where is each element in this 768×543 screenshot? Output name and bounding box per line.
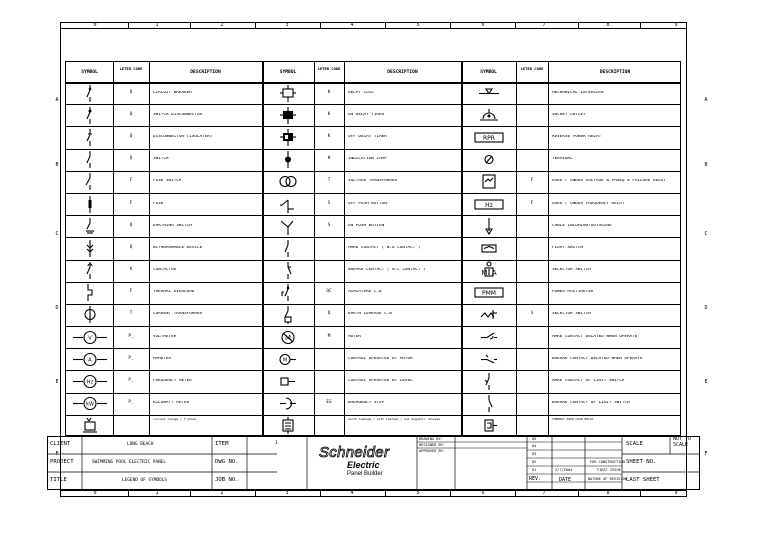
mechanical-interlock-icon bbox=[479, 84, 499, 107]
header-letter-code: LETER CODE bbox=[317, 66, 341, 71]
svg-text:kW: kW bbox=[85, 401, 94, 408]
ammeter-icon bbox=[73, 350, 107, 373]
legend-letter-code: T bbox=[327, 178, 331, 184]
scale-label: SCALE bbox=[626, 441, 643, 447]
legend-description: BREAKE CONTACT DELAYED WHEN OPERATE bbox=[552, 356, 643, 361]
legend-letter-code: S bbox=[327, 222, 331, 228]
logo-electric: Electric bbox=[347, 460, 380, 470]
legend-description: MAKE CONTACT ( N.O CONTACT ) bbox=[348, 245, 421, 250]
thermal-overload-icon bbox=[80, 283, 100, 306]
header-description: DESCRIPTION bbox=[599, 70, 631, 75]
legend-letter-code: T bbox=[129, 311, 133, 317]
zone-letter-r-E: E bbox=[704, 379, 708, 385]
legend-description: MOTOR bbox=[348, 334, 361, 339]
socket-outlet-icon bbox=[479, 106, 499, 129]
float-switch-icon bbox=[479, 239, 499, 262]
legend-column-divider bbox=[314, 62, 315, 435]
date-label: DATE bbox=[559, 477, 572, 483]
make-contact-icon bbox=[278, 239, 298, 262]
legend-description: POWER MULTIMETER bbox=[552, 290, 594, 295]
emergency-stop-icon bbox=[278, 394, 298, 417]
legend-letter-code: F bbox=[129, 200, 133, 206]
item-value: 1 bbox=[275, 441, 278, 446]
legend-description: SOCKET OUTLET bbox=[552, 112, 586, 117]
legend-description: KILOWATT METER bbox=[153, 401, 190, 406]
legend-description: EMERGENCY STOP bbox=[348, 401, 385, 406]
zone-number-top-7: 7 bbox=[542, 22, 546, 28]
miniature-cb-icon bbox=[278, 283, 298, 306]
zone-tick bbox=[640, 490, 641, 497]
earthing-switch-icon bbox=[80, 217, 100, 240]
break-delayed-icon bbox=[479, 350, 499, 373]
legend-row-divider bbox=[66, 415, 680, 416]
switch-disconnector-icon bbox=[80, 106, 100, 129]
legend-description: VOLTAGE TRANSFORMER bbox=[348, 179, 398, 184]
on-push-button-icon bbox=[278, 217, 298, 240]
legend-description: VOLTMETER bbox=[153, 334, 177, 339]
designed-by-label: DESIGNED BY: bbox=[419, 443, 445, 447]
reverse-power-relay-icon bbox=[474, 128, 504, 151]
rev-01-note: FIRST ISSUE bbox=[597, 468, 621, 472]
zone-letter-l-E: E bbox=[55, 379, 59, 385]
zone-tick bbox=[190, 490, 191, 497]
zone-letter-r-A: A bbox=[704, 97, 708, 103]
legend-description: CIRCUIT BREAKER bbox=[153, 90, 192, 95]
legend-description: ON PUSH BUTTON bbox=[348, 223, 385, 228]
zone-number-top-2: 2 bbox=[220, 22, 224, 28]
zone-tick bbox=[255, 490, 256, 497]
legend-description: BREAKE CONTACT OF LIMIT SWITCH bbox=[552, 401, 630, 406]
zone-letter-l-F: F bbox=[55, 451, 59, 457]
header-description: DESCRIPTION bbox=[190, 70, 221, 75]
zone-tick bbox=[515, 490, 516, 497]
legend-description: MAKE CONTACT DELAYED WHEN OPERATE bbox=[552, 334, 638, 339]
contactor-icon bbox=[80, 261, 100, 284]
legend-description: THERMAL OVERLOAD bbox=[153, 290, 195, 295]
rev-label: REV. bbox=[529, 476, 542, 482]
legend-letter-code: P_ bbox=[128, 355, 134, 361]
svg-text:PMM: PMM bbox=[481, 290, 496, 298]
legend-row-divider bbox=[66, 348, 680, 349]
disconnector-icon bbox=[80, 128, 100, 151]
client-label: CLIENT bbox=[50, 441, 71, 447]
zone-number-top-9: 9 bbox=[674, 22, 678, 28]
legend-row-divider bbox=[66, 215, 680, 216]
limit-make-icon bbox=[479, 372, 499, 395]
legend-row-divider bbox=[66, 260, 680, 261]
zone-number-top-4: 4 bbox=[350, 22, 354, 28]
title-block bbox=[47, 436, 700, 490]
zone-number-top-6: 6 bbox=[481, 22, 485, 28]
legend-description: CURRENT TRANSFORMER bbox=[153, 312, 203, 317]
legend-description: current change / 3 phase bbox=[153, 417, 197, 421]
zone-number-bot-1: 1 bbox=[155, 490, 159, 496]
legend-column-divider bbox=[461, 62, 462, 435]
zone-number-bot-6: 6 bbox=[481, 490, 485, 496]
legend-row-divider bbox=[66, 326, 680, 327]
legend-description: BREAKE CONTACT ( N.C CONTACT ) bbox=[348, 268, 426, 273]
legend-description: TERMINAL bbox=[552, 157, 573, 162]
legend-row-divider bbox=[66, 304, 680, 305]
project-value: SWIMMING POOL ELECTRIC PANEL bbox=[92, 460, 167, 465]
legend-row-divider bbox=[66, 104, 680, 105]
legend-description: CONTROL OPERATED BY LEVEL bbox=[348, 379, 413, 384]
header-description: DESCRIPTION bbox=[387, 70, 418, 75]
nature-of-revision-label: NATURE OF REVISION bbox=[588, 477, 627, 481]
header-symbol: SYMBOL bbox=[279, 70, 297, 75]
current-transformer-icon bbox=[80, 305, 100, 328]
rev-02: 02 bbox=[532, 460, 537, 464]
legend-description: THERMAL OVER LOAD RELAY bbox=[552, 417, 594, 421]
legend-table bbox=[65, 61, 681, 436]
power-multimeter-icon bbox=[474, 283, 504, 306]
legend-letter-code: K bbox=[327, 111, 331, 117]
legend-letter-code: F bbox=[530, 200, 534, 206]
motor-operated-icon bbox=[278, 350, 298, 373]
zone-tick bbox=[128, 490, 129, 497]
zone-tick bbox=[450, 490, 451, 497]
zone-number-bot-2: 2 bbox=[220, 490, 224, 496]
voltage-transformer-icon bbox=[278, 172, 298, 195]
legend-letter-code: S bbox=[327, 200, 331, 206]
title-label: TITLE bbox=[50, 477, 67, 483]
kilowatt-meter-icon bbox=[73, 394, 107, 417]
rev-01: 01 bbox=[532, 468, 537, 472]
logo-brand: Schneider bbox=[319, 444, 390, 461]
svg-text:M: M bbox=[284, 333, 292, 342]
zone-letter-r-F: F bbox=[704, 451, 708, 457]
header-letter-code: LETER CODE bbox=[119, 66, 143, 71]
on-delay-timer-icon bbox=[278, 106, 298, 129]
legend-row-divider bbox=[66, 393, 680, 394]
drawn-by-label: DRAWING BY: bbox=[419, 437, 443, 441]
zone-letter-l-A: A bbox=[55, 97, 59, 103]
legend-letter-code: S bbox=[530, 311, 534, 317]
zone-number-bot-8: 8 bbox=[606, 490, 610, 496]
zone-tick bbox=[385, 490, 386, 497]
legend-description: MECHANICAL INTERLOCK bbox=[552, 90, 604, 95]
rev-03: 03 bbox=[532, 452, 537, 456]
legend-description: EARTH LEAKAGE C.B bbox=[348, 312, 392, 317]
legend-letter-code: Q bbox=[129, 156, 133, 162]
zone-letter-r-C: C bbox=[704, 231, 708, 237]
make-delayed-icon bbox=[479, 328, 499, 351]
level-operated-icon bbox=[278, 372, 298, 395]
legend-description: OVER / UNDER VOLTAGE & PHSEQ & FAILURE RELAY bbox=[552, 179, 666, 184]
legend-description: SWITCH bbox=[153, 157, 169, 162]
legend-row-divider bbox=[66, 149, 680, 150]
zone-number-top-1: 1 bbox=[155, 22, 159, 28]
legend-letter-code: F bbox=[129, 178, 133, 184]
legend-column-divider bbox=[149, 62, 150, 435]
legend-column-divider bbox=[262, 62, 263, 435]
selector-switch-icon bbox=[479, 305, 499, 328]
fuse-switch-icon bbox=[80, 172, 100, 195]
zone-number-top-3: 3 bbox=[285, 22, 289, 28]
rev-04: 04 bbox=[532, 444, 537, 448]
legend-description: FUSE SWITCH bbox=[153, 179, 182, 184]
legend-letter-code: ES bbox=[326, 400, 332, 406]
legend-letter-code: Q bbox=[129, 244, 133, 250]
legend-description: CABLE INCOMING/OUTGOING bbox=[552, 223, 612, 228]
switch-icon bbox=[80, 150, 100, 173]
withdrawable-device-icon bbox=[80, 239, 100, 262]
legend-letter-code: K bbox=[327, 133, 331, 139]
rev-05: 05 bbox=[532, 437, 537, 441]
legend-letter-code: Q bbox=[327, 311, 331, 317]
svg-text:V: V bbox=[87, 334, 92, 341]
legend-description: OVER / UNDER FREQUENCY RELAY bbox=[552, 201, 625, 206]
zone-number-top-0: 0 bbox=[93, 22, 97, 28]
legend-letter-code: Q bbox=[129, 222, 133, 228]
title-value: LEGEND OF SYMBOLS bbox=[122, 478, 167, 483]
frequency-relay-icon bbox=[474, 195, 504, 218]
voltage-relay-icon bbox=[479, 172, 499, 195]
legend-letter-code: P_ bbox=[128, 378, 134, 384]
legend-description: FREQUENCY METER bbox=[153, 379, 192, 384]
client-value: LONG BEACH bbox=[127, 442, 154, 447]
sheet-no-label: SHEET NO. bbox=[626, 459, 657, 465]
legend-description: CONTROL OPERATED BY MOTOR bbox=[348, 356, 413, 361]
terminal-icon bbox=[479, 150, 499, 173]
project-label: PROJECT bbox=[50, 459, 74, 465]
legend-description: FUSE bbox=[153, 201, 164, 206]
legend-letter-code: K bbox=[327, 89, 331, 95]
legend-letter-code: Q bbox=[129, 111, 133, 117]
item-label: ITEM bbox=[215, 441, 229, 447]
svg-text:Hz: Hz bbox=[484, 201, 493, 209]
legend-row-divider bbox=[66, 370, 680, 371]
legend-description: SELECTOR SWITCH bbox=[552, 312, 591, 317]
legend-letter-code: P_ bbox=[128, 400, 134, 406]
legend-row-divider bbox=[66, 193, 680, 194]
fuse-icon bbox=[80, 195, 100, 218]
motor-icon bbox=[278, 328, 298, 351]
circuit-breaker-icon bbox=[80, 84, 100, 107]
legend-row-divider bbox=[66, 171, 680, 172]
off-push-button-icon bbox=[278, 195, 298, 218]
svg-text:Hz: Hz bbox=[86, 379, 93, 386]
header-symbol: SYMBOL bbox=[480, 70, 497, 75]
zone-tick bbox=[578, 490, 579, 497]
zone-number-top-8: 8 bbox=[606, 22, 610, 28]
legend-description: SELECTOR SWITCH bbox=[552, 268, 591, 273]
legend-letter-code: M bbox=[327, 333, 331, 339]
indication-lamp-icon bbox=[278, 150, 298, 173]
zone-number-bot-3: 3 bbox=[285, 490, 289, 496]
legend-letter-code: K bbox=[129, 267, 133, 273]
selector-switch-mfa-icon bbox=[474, 261, 504, 284]
legend-letter-code: Q bbox=[129, 133, 133, 139]
rev-01-date: 2/7/2004 bbox=[555, 468, 573, 472]
schneider-logo bbox=[315, 444, 413, 484]
legend-letter-code: F bbox=[129, 289, 133, 295]
header-letter-code: LETER CODE bbox=[520, 66, 544, 71]
zone-number-bot-4: 4 bbox=[350, 490, 354, 496]
limit-break-icon bbox=[479, 394, 499, 417]
legend-description: OFF PUSH BUTTON bbox=[348, 201, 387, 206]
legend-description: EARTHING SWITCH bbox=[153, 223, 192, 228]
svg-text:M A: M A bbox=[480, 269, 497, 278]
legend-description: RELAY COIL bbox=[348, 90, 374, 95]
legend-description: DISCONNECTOR (ISOLATOR) bbox=[153, 134, 213, 139]
dwg-no-label: DWG NO. bbox=[215, 459, 239, 465]
zone-number-bot-7: 7 bbox=[542, 490, 546, 496]
legend-description: CONTACTOR bbox=[153, 268, 177, 273]
legend-letter-code: P_ bbox=[128, 333, 134, 339]
zone-number-bot-0: 0 bbox=[93, 490, 97, 496]
not-to-scale: NOT TO SCALE bbox=[673, 436, 692, 448]
frequency-meter-icon bbox=[73, 372, 107, 395]
zone-letter-r-D: D bbox=[704, 305, 708, 311]
svg-text:A: A bbox=[87, 357, 92, 364]
legend-description: SWITCH DISCONNECTOR bbox=[153, 112, 203, 117]
legend-letter-code: F bbox=[530, 178, 534, 184]
legend-description: ON DELAY TIMER bbox=[348, 112, 385, 117]
legend-description: MINIATURE C.B bbox=[348, 290, 382, 295]
zone-letter-l-C: C bbox=[55, 231, 59, 237]
legend-letter-code: Q bbox=[129, 89, 133, 95]
job-no-label: JOB NO. bbox=[215, 477, 239, 483]
legend-description: OFF DELAY TIMER bbox=[348, 134, 387, 139]
zone-letter-l-B: B bbox=[55, 162, 59, 168]
legend-description: earth leakage / with thermal / and magnetic release bbox=[348, 417, 441, 421]
zone-number-bot-5: 5 bbox=[416, 490, 420, 496]
off-delay-timer-icon bbox=[278, 128, 298, 151]
legend-letter-code: H bbox=[327, 156, 331, 162]
legend-header-divider bbox=[66, 82, 680, 84]
last-sheet-label: LAST SHEET bbox=[626, 477, 660, 483]
break-contact-icon bbox=[278, 261, 298, 284]
legend-description: MAKE CONTACT OF LIMIT SWITCH bbox=[552, 379, 625, 384]
header-symbol: SYMBOL bbox=[81, 70, 98, 75]
legend-description: REVERSE POWER RELAY bbox=[552, 134, 602, 139]
legend-letter-code: QC bbox=[326, 289, 332, 295]
legend-description: WITHDRAWABLE DEVICE bbox=[153, 245, 203, 250]
cable-icon bbox=[479, 217, 499, 240]
legend-description: AMMETER bbox=[153, 356, 172, 361]
legend-column-divider bbox=[516, 62, 517, 435]
legend-column-divider bbox=[344, 62, 345, 435]
legend-description: INDICATION LAMP bbox=[348, 157, 387, 162]
zone-number-top-5: 5 bbox=[416, 22, 420, 28]
voltmeter-icon bbox=[73, 328, 107, 351]
legend-row-divider bbox=[66, 237, 680, 238]
legend-row-divider bbox=[66, 282, 680, 283]
legend-description: FLOAT SWITCH bbox=[552, 245, 584, 250]
legend-row-divider bbox=[66, 126, 680, 127]
approved-by-label: APPROVED BY: bbox=[419, 449, 445, 453]
zone-letter-l-D: D bbox=[55, 305, 59, 311]
logo-panel-builder: Panel Builder bbox=[347, 471, 383, 477]
legend-column-divider bbox=[548, 62, 549, 435]
zone-letter-r-B: B bbox=[704, 162, 708, 168]
earth-leakage-cb-icon bbox=[278, 305, 298, 328]
zone-tick bbox=[320, 490, 321, 497]
rev-02-note: FOR CONSTRUCTION bbox=[590, 460, 625, 464]
relay-coil-icon bbox=[278, 84, 298, 107]
zone-number-bot-9: 9 bbox=[674, 490, 678, 496]
svg-text:M: M bbox=[282, 357, 288, 364]
svg-text:RPR: RPR bbox=[482, 134, 495, 142]
